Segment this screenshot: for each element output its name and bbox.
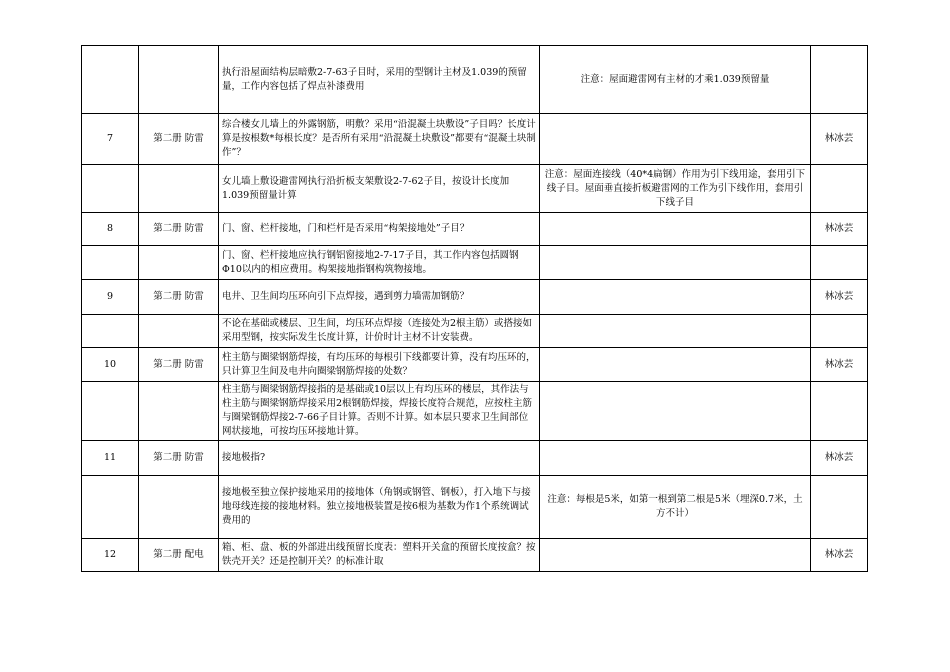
responsible-person: 林冰芸 (811, 114, 868, 165)
note-cell: 注意：屋面连接线（40*4扁钢）作用为引下线用途，套用引下线子目。屋面垂直接折板避雷网的工作为引下线作用，套用引下线子目 (540, 165, 811, 213)
volume-category (139, 382, 219, 441)
note-cell: 注意：每根是5米，如第一根到第二根是5米（埋深0.7米，土方不计） (540, 476, 811, 539)
row-text: 柱主筋与圈梁钢筋焊接，有均压环的每根引下线都要计算，没有均压环的，只计算卫生间及电井向圈梁钢筋焊接的处数？ (219, 348, 540, 382)
row-number: 7 (82, 114, 139, 165)
volume-category: 第二册 防雷 (139, 280, 219, 315)
row-number (82, 246, 139, 280)
row-text: 接地极至独立保护接地采用的接地体（角钢或钢管、钢板），打入地下与接地母线连接的接地材料。独立接地极装置是按6根为基数为作1个系统调试费用的 (219, 476, 540, 539)
row-text: 接地极指? (219, 441, 540, 476)
responsible-person (811, 165, 868, 213)
table-row (82, 348, 868, 382)
volume-category: 第二册 防雷 (139, 114, 219, 165)
responsible-person: 林冰芸 (811, 348, 868, 382)
responsible-person (811, 315, 868, 348)
volume-category (139, 315, 219, 348)
responsible-person: 林冰芸 (811, 539, 868, 572)
note-cell (540, 382, 811, 441)
volume-category (139, 46, 219, 114)
responsible-person (811, 382, 868, 441)
responsible-person (811, 46, 868, 114)
row-number: 12 (82, 539, 139, 572)
volume-category: 第二册 防雷 (139, 348, 219, 382)
responsible-person: 林冰芸 (811, 441, 868, 476)
table-row (82, 441, 868, 476)
row-text: 柱主筋与圈梁钢筋焊接指的是基础或10层以上有均压环的楼层，其作法与柱主筋与圈梁钢筋焊接采用2根钢筋焊接，焊接长度符合规范，应按柱主筋与圈梁钢筋焊接2-7-66子目计算。否则不计算。如本层只要求卫生间部位网状接地，可按均压环接地计算。 (219, 382, 540, 441)
table-row (82, 476, 868, 539)
row-number (82, 46, 139, 114)
table-row (82, 165, 868, 213)
row-number (82, 165, 139, 213)
table-row (82, 114, 868, 165)
row-text: 综合楼女儿墙上的外露钢筋，明敷？采用“沿混凝土块敷设”子目吗？长度计算是按根数*每根长度？是否所有采用“沿混凝土块敷设”都要有“混凝土块制作”？ (219, 114, 540, 165)
note-cell: 注意：屋面避雷网有主材的才乘1.039预留量 (540, 46, 811, 114)
note-cell (540, 246, 811, 280)
row-text: 箱、柜、盘、板的外部进出线预留长度表：塑料开关盒的预留长度按盒？按铁壳开关？还是控制开关？的标准计取 (219, 539, 540, 572)
volume-category: 第二册 防雷 (139, 213, 219, 246)
volume-category (139, 165, 219, 213)
table-row (82, 280, 868, 315)
note-cell (540, 539, 811, 572)
table-row (82, 539, 868, 572)
table-row (82, 213, 868, 246)
note-cell (540, 114, 811, 165)
volume-category (139, 246, 219, 280)
table-row (82, 46, 868, 114)
row-number: 8 (82, 213, 139, 246)
row-number: 10 (82, 348, 139, 382)
table-row (82, 246, 868, 280)
table-row (82, 382, 868, 441)
note-cell (540, 441, 811, 476)
qa-table (81, 45, 868, 572)
row-number (82, 382, 139, 441)
note-cell (540, 213, 811, 246)
row-text: 门、窗、栏杆接地应执行钢铝窗接地2-7-17子目，其工作内容包括圆钢Φ10以内的相应费用。构架接地指钢构筑物接地。 (219, 246, 540, 280)
note-cell (540, 280, 811, 315)
volume-category: 第二册 防雷 (139, 441, 219, 476)
note-cell (540, 348, 811, 382)
row-number: 11 (82, 441, 139, 476)
responsible-person (811, 476, 868, 539)
row-number: 9 (82, 280, 139, 315)
table-row (82, 315, 868, 348)
responsible-person (811, 246, 868, 280)
row-text: 执行沿屋面结构层暗敷2-7-63子目时，采用的型钢计主材及1.039的预留量，工作内容包括了焊点补漆费用 (219, 46, 540, 114)
row-text: 不论在基础或楼层、卫生间，均压环点焊接（连接处为2根主筋）或搭接如采用型钢，按实际发生长度计算，计价时计主材不计安装费。 (219, 315, 540, 348)
row-text: 门、窗、栏杆接地，门和栏杆是否采用“构架接地处”子目？ (219, 213, 540, 246)
responsible-person: 林冰芸 (811, 213, 868, 246)
note-cell (540, 315, 811, 348)
row-number (82, 315, 139, 348)
volume-category: 第二册 配电 (139, 539, 219, 572)
volume-category (139, 476, 219, 539)
row-text: 女儿墙上敷设避雷网执行沿折板支架敷设2-7-62子目，按设计长度加1.039预留量计算 (219, 165, 540, 213)
row-text: 电井、卫生间均压环向引下点焊接，遇到剪力墙需加钢筋？ (219, 280, 540, 315)
row-number (82, 476, 139, 539)
responsible-person: 林冰芸 (811, 280, 868, 315)
